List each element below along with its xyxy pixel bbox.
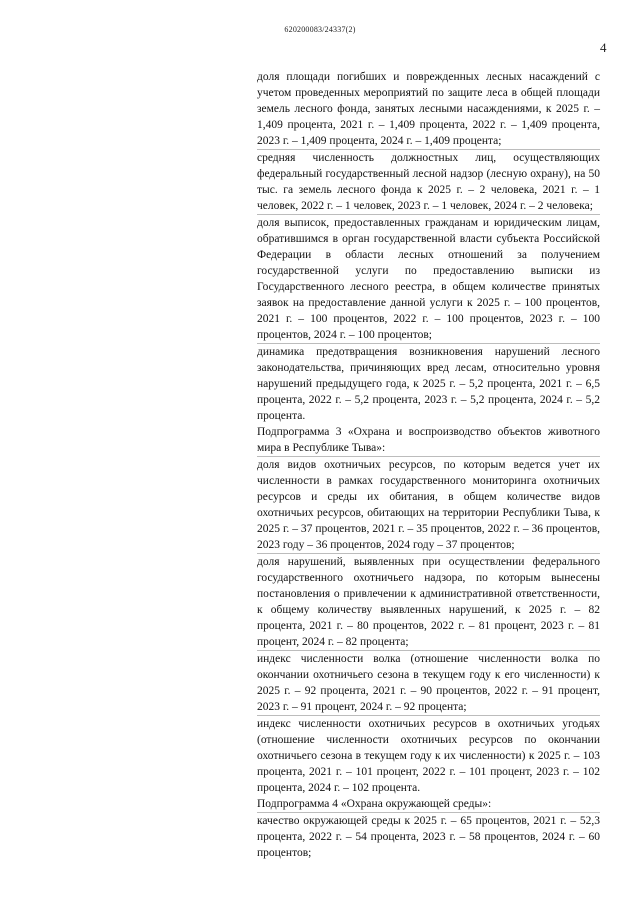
paragraph-wolf-index: индекс численности волка (отношение численности волка по окончании охотничьего сезона в текущем году к его численности) к 2025 г. – 92 процента, 2021 г. – 90 процентов, 2022 г. – 91 процент, 2023 г. – 91 процент, 2024 г. – 92 процента; xyxy=(257,653,600,713)
subprogram-3-heading: Подпрограмма 3 «Охрана и воспроизводство объектов животного мира в Республике Тыва»: xyxy=(257,426,600,454)
paragraph-hunting-resources-index: индекс численности охотничьих ресурсов в охотничьих угодьях (отношение численности охотничьих ресурсов по окончании охотничьего сезона в текущем году к их численности) к 2025 г. – 103 процента, 2021 г. – 101 процент, 2022 г. – 101 процент, 2023 г. – 102 процента, 2024 г. – 102 процента. xyxy=(257,718,600,794)
paragraph-forest-damage-share: доля площади погибших и поврежденных лесных насаждений с учетом проведенных мероприятий по защите леса в общей площади земель лесного фонда, занятых лесными насаждениями, к 2025 г. – 1,409 процента, 2021 г. – 1,409 процента, 2022 г. – 1,409 процента, 2023 г. – 1,409 процента, 2024 г. – 1,409 процента; xyxy=(257,71,600,147)
paragraph-forest-supervision-staff: средняя численность должностных лиц, осуществляющих федеральный государственный лесной надзор (лесную охрану), на 50 тыс. га земель лесного фонда к 2025 г. – 2 человека, 2021 г. – 1 человек, 2022 г. – 1 человек, 2023 г. – 1 человек, 2024 г. – 2 человека; xyxy=(257,152,600,212)
paragraph-forest-register-extracts: доля выписок, предоставленных гражданам и юридическим лицам, обратившимся в орган государственной власти субъекта Российской Федерации в области лесных отношений за получением государственной услуги по предоставлению выписки из Государственного лесного реестра, в общем количестве принятых заявок на предоставление данной услуги к 2025 г. – 100 процентов, 2021 г. – 100 процентов, 2022 г. – 100 процентов, 2023 г. – 100 процентов, 2024 г. – 100 процентов; xyxy=(257,217,600,341)
page-number: 4 xyxy=(600,40,607,55)
paragraph-hunting-violations-share: доля нарушений, выявленных при осуществлении федерального государственного охотничьего надзора, по которым вынесены постановления о привлечении к административной ответственности, к общему количеству выявленных нарушений, к 2025 г. – 82 процента, 2021 г. – 80 процентов, 2022 г. – 81 процент, 2023 г. – 81 процент, 2024 г. – 82 процента; xyxy=(257,556,600,648)
paragraph-environment-quality: качество окружающей среды к 2025 г. – 65 процентов, 2021 г. – 52,3 процента, 2022 г. – 54 процента, 2023 г. – 58 процентов, 2024 г. – 60 процентов; xyxy=(257,815,600,859)
subprogram-4-heading: Подпрограмма 4 «Охрана окружающей среды»: xyxy=(257,798,492,810)
paragraph-hunting-species-share: доля видов охотничьих ресурсов, по которым ведется учет их численности в рамках государственного мониторинга охотничьих ресурсов и среды их обитания, в общем количестве видов охотничьих ресурсов, обитающих на территории Республики Тыва, к 2025 г. – 37 процентов, 2021 г. – 35 процентов, 2022 г. – 36 процентов, 2023 году – 36 процентов, 2024 году – 37 процентов; xyxy=(257,459,600,551)
document-body xyxy=(257,69,600,861)
paragraph-violation-prevention: динамика предотвращения возникновения нарушений лесного законодательства, причиняющих вред лесам, относительно уровня нарушений предыдущего года, к 2025 г. – 5,2 процента, 2021 г. – 6,5 процента, 2022 г. – 5,2 процента, 2023 г. – 5,2 процента, 2024 г. – 5,2 процента. xyxy=(257,346,600,422)
document-code: 620200083/24337(2) xyxy=(284,25,356,34)
